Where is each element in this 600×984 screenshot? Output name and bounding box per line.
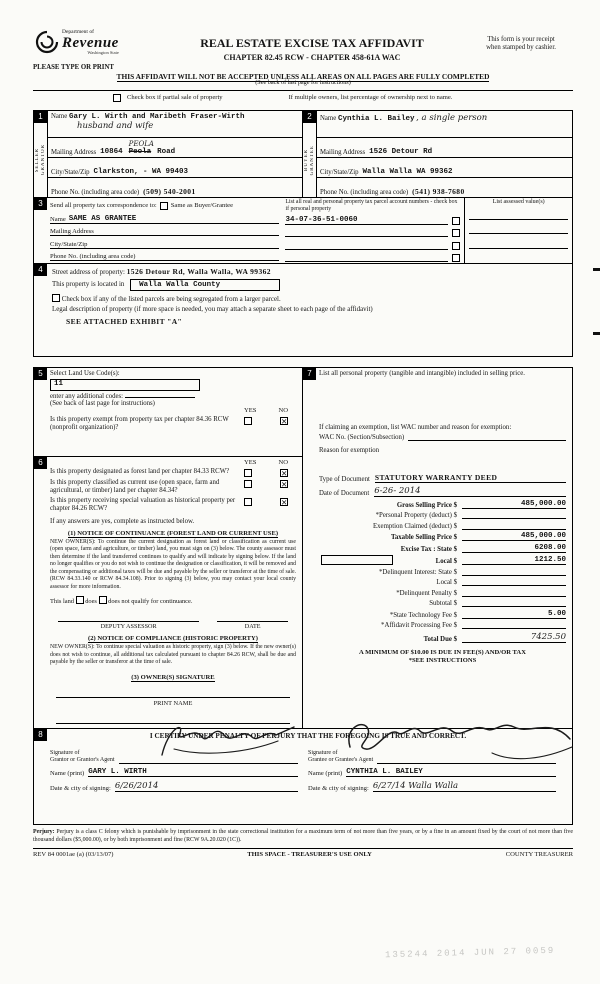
same-as-buyer-label: Same as Buyer/Grantee [170,202,234,210]
scan-artifact [593,332,600,335]
buyer-name-field[interactable] [317,111,572,138]
rev-form-number: REV 84 0001ae (a) (03/13/07) [33,851,114,859]
seller-name-extra[interactable]: husband and wife [77,121,154,131]
receipt-note-line1: This form is your receipt [487,36,555,43]
buyer-grantee-vertical-label: BUYER GRANTEE [304,144,315,176]
parcel-1-personal-checkbox[interactable] [452,217,460,225]
current-use-yes-checkbox[interactable] [244,480,252,488]
assessed-value-3[interactable] [469,233,568,248]
doc-type-field [319,473,566,483]
if-yes-note: If any answers are yes, complete as instructed below. [50,517,195,525]
certify-statement: I CERTIFY UNDER PENALTY OF PERJURY THAT THE FOREGOING IS TRUE AND CORRECT. [149,731,467,740]
seller-grantor-vertical-label: SELLER GRANTOR [35,144,46,176]
excise-tax-local-row: Local $ 1212.50 [319,555,566,565]
minimum-due-note: A MINIMUM OF $10.00 IS DUE IN FEE(S) AND/OR TAX [359,648,526,656]
selling-price-section [303,367,573,729]
treasurer-space-label: THIS SPACE - TREASURER'S USE ONLY [247,851,372,859]
personal-property-label: List all personal property (tangible and intangible) included in selling price. [319,370,525,377]
section-2-number: 2 [303,111,316,123]
certification-section [33,729,573,825]
partial-sale-row [33,90,573,102]
additional-codes-input[interactable] [125,397,195,398]
delinquent-interest-state-value[interactable] [462,568,566,576]
parcel-number-1[interactable]: 34-07-36-51-0060 [285,216,448,225]
section-4-number: 4 [34,264,47,276]
parcel-3-personal-checkbox[interactable] [452,242,460,250]
perjury-text: Perjury is a class C felony which is punishable by imprisonment in the state correctional institution for a maximum term of not more than five years, or by a fine in an amount fixed by the court of not more than five thousand dollars ($5,000.00), or by both imprisonment and fine (RCW 9A.20.020 (1C)). [33,828,573,843]
land-does-not-checkbox[interactable] [99,596,107,604]
current-use-no-checkbox[interactable]: ✕ [281,480,288,488]
buyer-sidebar [303,111,317,197]
revenue-swirl-icon [35,30,59,54]
print-name-label: PRINT NAME [153,699,193,707]
correspondence-name-field[interactable] [50,211,279,223]
logo-revenue-text: Revenue [62,34,119,51]
revenue-logo [35,30,119,55]
correspondence-csz-label: City/State/Zip [50,240,88,248]
seller-name-value[interactable]: Gary L. Wirth and Maribeth Fraser-Wirth [68,113,245,121]
segregated-label: Check box if any of the listed parcels are being segregated from a larger parcel. [61,296,281,303]
notice-continuance-title: (1) NOTICE OF CONTINUANCE (FOREST LAND OR CURRENT USE) [67,529,279,537]
grantor-name-print-label: Name (print) [50,770,85,778]
correspondence-csz-field[interactable] [50,236,279,248]
seller-csz-label: City/State/Zip [51,169,90,176]
county-treasurer-label: COUNTY TREASURER [505,851,573,859]
same-as-buyer-checkbox[interactable] [160,202,168,210]
taxable-selling-price-row: Taxable Selling Price $ 485,000.00 [390,532,566,542]
seller-phone-field[interactable] [48,178,302,197]
forest-yes-checkbox[interactable] [244,469,252,477]
affidavit-processing-fee-row: *Affidavit Processing Fee $ [319,621,566,629]
grantee-date-city-label: Date & city of signing: [308,785,369,793]
seller-phone-value[interactable]: (509) 540-2001 [143,187,196,196]
seller-block [34,111,303,197]
doc-date-field [319,486,566,497]
parcel-row-4 [285,250,460,262]
total-due-row: Total Due $ 7425.50 [423,631,566,643]
personal-property-blank[interactable] [319,378,566,424]
see-back-note: (See back of last page for instructions) [255,79,351,86]
grantor-printed-name[interactable]: GARY L. WIRTH [88,768,147,777]
perjury-lead: Perjury: [33,828,55,835]
land-designation-section [33,457,303,729]
total-due-value[interactable]: 7425.50 [462,632,566,643]
seller-csz-field[interactable] [48,158,302,178]
excise-tax-local-value[interactable]: 1212.50 [462,556,566,565]
section-1-number: 1 [34,111,47,123]
land-use-section [33,367,303,457]
buyer-csz-field[interactable] [317,158,572,178]
property-address-section [33,264,573,357]
buyer-block [303,111,572,197]
scan-artifact [593,268,600,271]
excise-tax-state-row: Excise Tax : State $ 6208.00 [400,543,566,553]
doc-type-value[interactable]: STATUTORY WARRANTY DEED [375,473,566,483]
grantor-signature-label: Signature of Grantor or Grantor's Agent [50,749,115,764]
correspondence-name-value[interactable]: SAME AS GRANTEE [68,214,137,223]
seller-mailing-field[interactable] [48,138,302,158]
see-back-note-5: (See back of last page for instructions) [50,400,155,407]
personal-property-deduct-value[interactable] [462,511,566,519]
legal-description-label: Legal description of property (if more space is needed, you may attach a separate sheet to each page of the affidavit) [52,306,373,313]
please-type-label: PLEASE TYPE OR PRINT [33,64,114,71]
section-7-number: 7 [303,368,316,380]
parcel-2-personal-checkbox[interactable] [452,229,460,237]
exemption-intro: If claiming an exemption, list WAC number and reason for exemption: [319,424,512,432]
buyer-phone-field[interactable] [317,178,572,197]
multiple-owners-note: If multiple owners, list percentage of ownership next to name. [288,94,453,101]
seller-mailing-corrected: PEOLA [128,140,154,148]
current-use-question-row [50,479,296,495]
deputy-date-line[interactable]: DATE [217,621,288,630]
legal-description-value[interactable]: SEE ATTACHED EXHIBIT "A" [66,317,183,326]
treasurer-stamp-box [321,555,393,565]
buyer-mailing-label: Mailing Address [320,149,366,156]
seller-mailing-number[interactable]: 10864 [100,148,123,156]
parcel-numbers-header: List all real and personal property tax parcel account numbers - check box if personal property [285,199,458,212]
street-address-label: Street address of property: [52,269,125,276]
seller-mailing-label: Mailing Address [51,149,97,156]
grantor-signature[interactable] [154,717,304,763]
assessed-value-2[interactable] [469,219,568,234]
yes-no-header-6: YES NO [244,459,288,466]
grantee-printed-name[interactable]: CYNTHIA L. BAILEY [346,768,423,777]
grantor-date-value[interactable]: 6/26/2014 [114,781,159,792]
doc-type-label: Type of Document [319,476,370,484]
seller-mailing-street[interactable]: Road [157,148,176,156]
grantor-date-city-label: Date & city of signing: [50,785,111,793]
historic-yes-checkbox[interactable] [244,498,252,506]
land-does-checkbox[interactable] [76,596,84,604]
correspondence-phone-label: Phone No. (including area code) [50,253,136,261]
delinquent-penalty-row: *Delinquent Penalty $ [319,589,566,597]
buyer-mailing-field[interactable] [317,138,572,158]
land-use-code-input[interactable]: 11 [50,379,200,391]
exempt-yes-checkbox[interactable] [244,417,252,425]
form-footer-row [33,848,573,858]
segregated-checkbox[interactable] [52,294,60,302]
taxable-selling-price-value[interactable]: 485,000.00 [462,532,566,541]
receipt-note-line2: when stamped by cashier. [486,44,556,52]
receipt-note [469,36,573,53]
seller-mailing-struck: Peola [128,148,152,156]
form-header [33,26,573,110]
subtotal-row: Subtotal $ [319,599,566,607]
personal-property-deduct-row: *Personal Property (deduct) $ [319,511,566,519]
exemption-claimed-row: Exemption Claimed (deduct) $ [319,522,566,530]
delinquent-interest-local-row: Local $ [319,578,566,586]
historic-question: Is this property receiving special valuation as historical property per chapter 84.26 RCW? [50,497,236,513]
delinquent-interest-local-value[interactable] [462,578,566,586]
exemption-claimed-value[interactable] [462,522,566,530]
buyer-csz-label: City/State/Zip [320,169,359,176]
subtotal-value[interactable] [462,599,566,607]
parcel-row-3 [285,237,460,249]
historic-no-checkbox[interactable]: ✕ [281,498,288,507]
chapter-reference: CHAPTER 82.45 RCW - CHAPTER 458-61A WAC [223,53,401,62]
see-instructions-note: *SEE INSTRUCTIONS [408,656,477,664]
deputy-assessor-row [50,621,296,630]
parcel-number-4[interactable] [285,261,448,262]
wac-field [319,434,566,441]
assessed-values-header: List assessed value(s) [492,199,545,205]
additional-codes-label: enter any additional codes: [50,393,124,400]
reason-exemption-label: Reason for exemption [319,447,380,455]
doc-date-label: Date of Document [319,490,370,498]
correspondence-name-label: Name [50,215,66,223]
grantee-signature[interactable] [342,715,578,765]
notice-continuance-text: NEW OWNER(S): To continue the current designation as forest land or classification as current use (open space, farm and agriculture, or timber) land, you must sign on (3) below. The county assessor must then determine if the land transferred continues to qualify and will indicate by signing below. If the land no longer qualifies or you do not wish to continue the designation or classification, it will be removed and the compensating or additional taxes will be due and payable by the seller or transferor at the time of sale. (RCW 84.33.140 or RCW 84.34.108). Prior to signing (3) below, you may contact your local county assessor for more information. [50,538,296,590]
doc-date-value[interactable]: 6-26- 2014 [374,486,566,497]
section-3-number: 3 [34,198,47,210]
seller-name-field[interactable] [48,111,302,138]
seller-mailing-correction[interactable] [128,140,154,156]
notice-compliance-text: NEW OWNER(S): To continue special valuation as historic property, sign (3) below. If the new owner(s) does not wish to continue, all additional tax calculated pursuant to chapter 84.26 RCW, shall be due and payable by the seller or transferor at the time of sale. [50,644,296,666]
correspondence-mailing-field[interactable] [50,224,279,236]
partial-sale-label: Check box if partial sale of property [127,94,223,101]
partial-sale-checkbox[interactable] [113,94,121,102]
historic-question-row [50,497,296,513]
gross-selling-price-value[interactable]: 485,000.00 [462,500,566,509]
section-5-number: 5 [34,368,47,380]
state-technology-fee-row: *State Technology Fee $ 5.00 [389,609,566,619]
continuance-line: This land does does not qualify for continuance. [50,598,193,606]
forest-question-row [50,468,296,477]
street-address-value[interactable]: 1526 Detour Rd, Walla Walla, WA 99362 [126,267,271,276]
grantee-date-value[interactable]: 6/27/14 Walla Walla [372,781,459,792]
seller-csz-value[interactable]: Clarkston, - WA 99403 [93,168,189,176]
buyer-name-label: Name [320,115,337,122]
excise-tax-state-value[interactable]: 6208.00 [462,544,566,553]
buyer-mailing-value[interactable]: 1526 Detour Rd [369,148,433,156]
section-8-number: 8 [34,729,47,741]
cashier-stamp: 135244 2014 JUN 27 0059 [384,945,556,961]
forest-no-checkbox[interactable]: ✕ [281,469,288,477]
buyer-name-extra[interactable]: , a single person [416,113,488,123]
exempt-no-checkbox[interactable]: ✕ [281,417,288,425]
reason-exemption-blank[interactable] [319,454,566,470]
wac-label: WAC No. (Section/Subsection) [319,434,405,442]
forest-question: Is this property designated as forest land per chapter 84.33 RCW? [50,468,230,475]
send-correspondence-label: Send all property tax correspondence to: [50,202,157,210]
buyer-phone-label: Phone No. (including area code) [320,189,409,196]
land-use-label: Select Land Use Code(s): [50,370,120,377]
parcel-row-1 [285,212,460,224]
buyer-name-value[interactable]: Cynthia L. Bailey [337,115,415,123]
assessed-value-4[interactable] [469,248,568,263]
notice-compliance-title: (2) NOTICE OF COMPLIANCE (HISTORIC PROPERTY) [88,635,258,643]
state-technology-fee-value[interactable]: 5.00 [462,610,566,619]
gross-selling-price-row: Gross Selling Price $ 485,000.00 [396,499,566,509]
delinquent-penalty-value[interactable] [462,589,566,597]
exempt-question: Is this property exempt from property tax per chapter 84.36 RCW (nonprofit organization)? [50,416,229,432]
form-title: REAL ESTATE EXCISE TAX AFFIDAVIT [200,36,424,50]
buyer-phone-value[interactable]: (541) 938-7680 [412,187,465,196]
deputy-assessor-signature-line[interactable]: DEPUTY ASSESSOR [58,621,199,630]
seller-sidebar [34,111,48,197]
assessed-value-1[interactable] [469,205,568,219]
exempt-question-row [50,416,296,432]
buyer-csz-value[interactable]: Walla Walla WA 99362 [362,168,453,176]
owners-signature-line[interactable] [56,683,290,698]
section-6-number: 6 [34,457,47,469]
delinquent-interest-state-row: *Delinquent Interest: State $ [319,568,566,576]
parcel-row-2 [285,225,460,237]
seller-phone-label: Phone No. (including area code) [51,189,140,196]
affidavit-processing-fee-value[interactable] [462,621,566,629]
current-use-question: Is this property classified as current use (open space, farm and agricultural, or timber) land per chapter 84.34? [50,479,220,495]
owners-signature-title: (3) OWNER(S) SIGNATURE [131,673,215,681]
seller-buyer-section [33,110,573,198]
yes-no-header-5: YES NO [244,407,288,414]
perjury-paragraph [33,829,573,844]
wac-input[interactable] [408,440,566,441]
grantee-signature-label: Signature of Grantee or Grantee's Agent [308,749,374,764]
warning-banner: THIS AFFIDAVIT WILL NOT BE ACCEPTED UNLESS ALL AREAS ON ALL PAGES ARE FULLY COMPLETED [116,72,490,81]
logo-state-text: Washington State [87,49,119,55]
parcel-4-personal-checkbox[interactable] [452,254,460,262]
correspondence-mailing-label: Mailing Address [50,228,94,236]
county-value[interactable]: Walla Walla County [130,279,280,291]
grantee-name-print-label: Name (print) [308,770,343,778]
seller-name-label: Name [51,113,68,120]
correspondence-phone-field[interactable] [50,249,279,261]
located-in-label: This property is located in [52,281,125,288]
tax-correspondence-section [33,198,573,264]
logo-department-text: Department of [62,29,94,35]
